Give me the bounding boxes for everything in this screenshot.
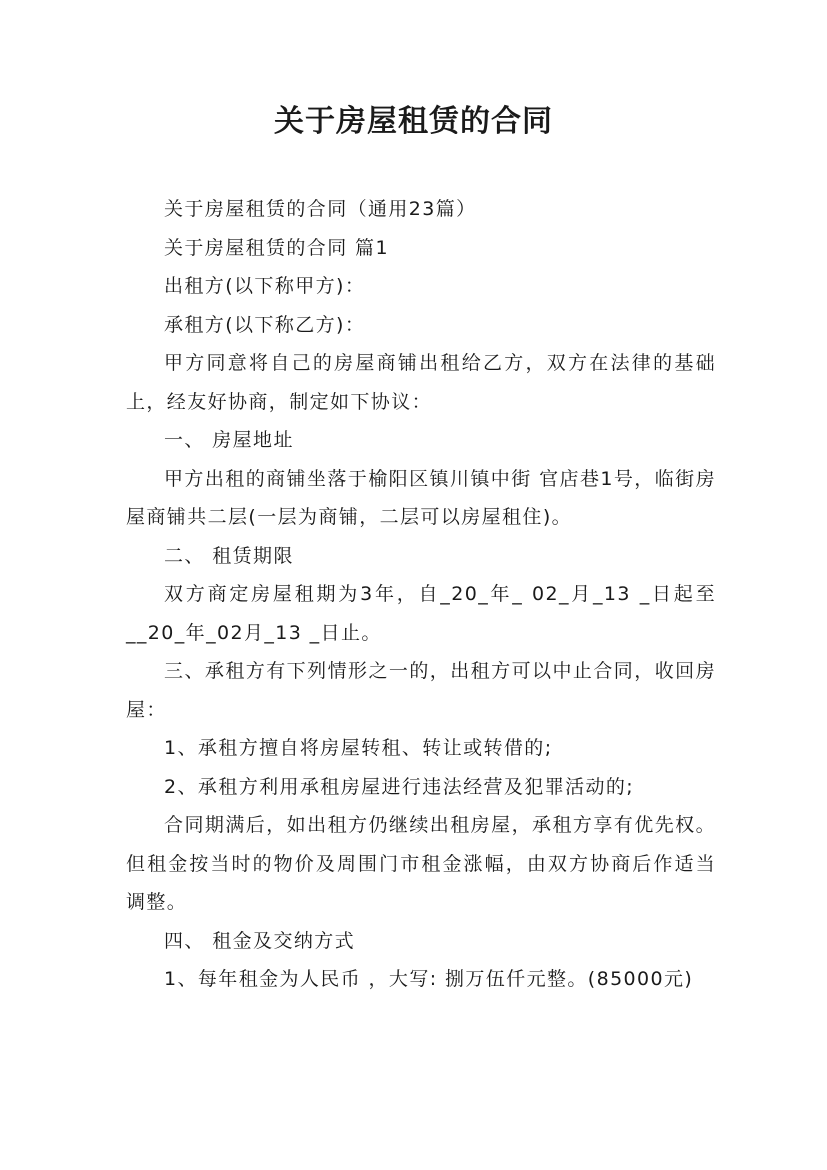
paragraph-term: 双方商定房屋租期为3年，自_20_年_ 02_月_13 _日起至__20_年_02月_13 _日止。	[126, 583, 716, 644]
paragraph-termination: 三、承租方有下列情形之一的，出租方可以中止合同，收回房屋：	[126, 660, 716, 721]
paragraph-part-heading: 关于房屋租赁的合同 篇1	[164, 236, 389, 259]
paragraph-lessor: 出租方(以下称甲方)：	[164, 275, 366, 297]
list-item-annual-rent: 1、每年租金为人民币 ，大写: 捌万伍仟元整。(85000元)	[164, 968, 694, 990]
section-heading-address: 一、 房屋地址	[164, 429, 294, 451]
paragraph-agreement-intro: 甲方同意将自己的房屋商铺出租给乙方，双方在法律的基础上，经友好协商，制定如下协议：	[126, 352, 716, 413]
list-item-sublet: 1、承租方擅自将房屋转租、转让或转借的;	[164, 737, 553, 759]
list-item-illegal-use: 2、承租方利用承租房屋进行违法经营及犯罪活动的;	[164, 775, 635, 798]
paragraph-subtitle: 关于房屋租赁的合同（通用23篇）	[164, 198, 477, 220]
paragraph-lessee: 承租方(以下称乙方)：	[164, 313, 366, 336]
paragraph-renewal: 合同期满后，如出租方仍继续出租房屋，承租方享有优先权。但租金按当时的物价及周围门市租金涨幅，由双方协商后作适当调整。	[126, 814, 716, 913]
paragraph-address: 甲方出租的商铺坐落于榆阳区镇川镇中街 官店巷1号，临街房屋商铺共二层(一层为商铺，二层可以房屋租住)。	[126, 467, 716, 528]
section-heading-rent: 四、 租金及交纳方式	[164, 929, 356, 952]
section-heading-term: 二、 租赁期限	[164, 544, 294, 567]
document-title: 关于房屋租赁的合同	[274, 104, 553, 139]
document-body	[126, 190, 716, 999]
